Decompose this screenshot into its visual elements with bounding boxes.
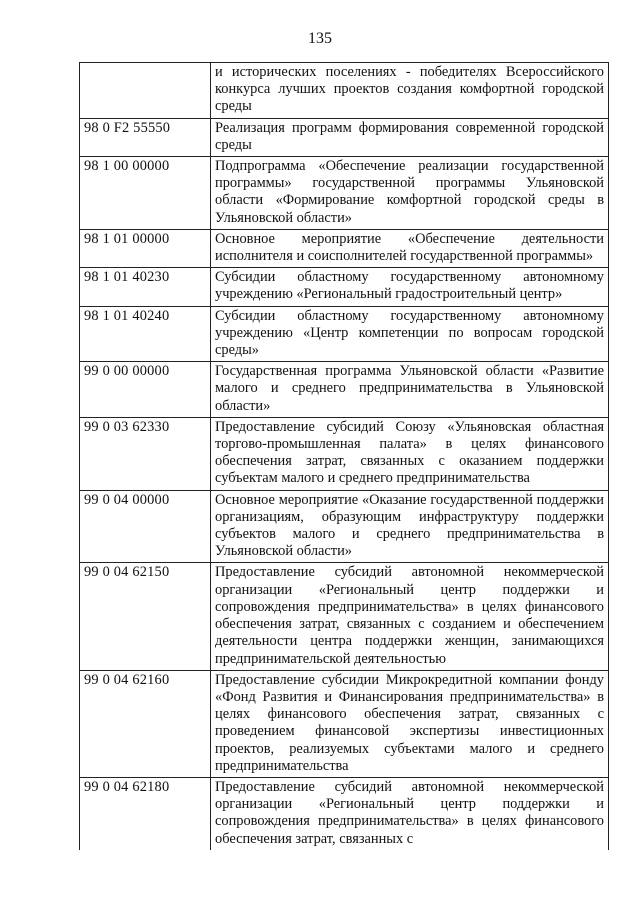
table-row — [80, 417, 609, 490]
classification-code: 98 1 01 40230 — [80, 268, 211, 306]
classification-code: 98 1 01 00000 — [80, 229, 211, 267]
classification-description: Субсидии областному государственному автономному учреждению «Региональный градостроительный центр» — [211, 268, 609, 306]
table-row — [80, 268, 609, 306]
classification-code: 98 0 F2 55550 — [80, 118, 211, 156]
page-number: 135 — [308, 30, 332, 47]
classification-description: Предоставление субсидий Союзу «Ульяновская областная торгово-промышленная палата» в целях финансового обеспечения затрат, связанных с оказанием поддержки субъектам малого и среднего предпринимательства — [211, 417, 609, 490]
classification-code: 99 0 04 62180 — [80, 777, 211, 849]
table-row — [80, 670, 609, 777]
table-row — [80, 362, 609, 418]
table-row — [80, 118, 609, 156]
table-row — [80, 777, 609, 849]
classification-description: Предоставление субсидий автономной некоммерческой организации «Региональный центр поддержки и сопровождения предпринимательства» в целях финансового обеспечения затрат, связанных с — [211, 777, 609, 849]
budget-code-table — [79, 62, 609, 850]
classification-code: 99 0 04 62160 — [80, 670, 211, 777]
table-row — [80, 306, 609, 362]
table-row — [80, 563, 609, 670]
table-row — [80, 229, 609, 267]
table-row — [80, 157, 609, 230]
classification-description: Подпрограмма «Обеспечение реализации государственной программы» государственной программы Ульяновской области «Формирование комфортной городской среды в Ульяновской области» — [211, 157, 609, 230]
classification-description: Основное мероприятие «Обеспечение деятельности исполнителя и соисполнителей государственной программы» — [211, 229, 609, 267]
table-row — [80, 63, 609, 119]
classification-description: Предоставление субсидии Микрокредитной компании фонду «Фонд Развития и Финансирования предпринимательства» в целях финансового обеспечения затрат, связанных с проведением финансовой экспертизы инвестиционных проектов, реализуемых субъектами малого и среднего предпринимательства — [211, 670, 609, 777]
classification-code: 98 1 00 00000 — [80, 157, 211, 230]
classification-description: Предоставление субсидий автономной некоммерческой организации «Региональный центр поддержки и сопровождения предпринимательства» в целях финансового обеспечения затрат, связанных с созданием и обеспечением деятельности центра поддержки женщин, занимающихся предпринимательской деятельностью — [211, 563, 609, 670]
classification-description: Государственная программа Ульяновской области «Развитие малого и среднего предпринимательства в Ульяновской области» — [211, 362, 609, 418]
classification-code: 98 1 01 40240 — [80, 306, 211, 362]
classification-description: Основное мероприятие «Оказание государственной поддержки организациям, образующим инфраструктуру поддержки субъектов малого и среднего предпринимательства в Ульяновской области» — [211, 490, 609, 563]
classification-code: 99 0 00 00000 — [80, 362, 211, 418]
classification-code: 99 0 04 62150 — [80, 563, 211, 670]
classification-code — [80, 63, 211, 119]
classification-description: и исторических поселениях - победителях Всероссийского конкурса лучших проектов создания комфортной городской среды — [211, 63, 609, 119]
classification-code: 99 0 04 00000 — [80, 490, 211, 563]
table-row — [80, 490, 609, 563]
classification-code: 99 0 03 62330 — [80, 417, 211, 490]
classification-description: Реализация программ формирования современной городской среды — [211, 118, 609, 156]
classification-description: Субсидии областному государственному автономному учреждению «Центр компетенции по вопросам городской среды» — [211, 306, 609, 362]
